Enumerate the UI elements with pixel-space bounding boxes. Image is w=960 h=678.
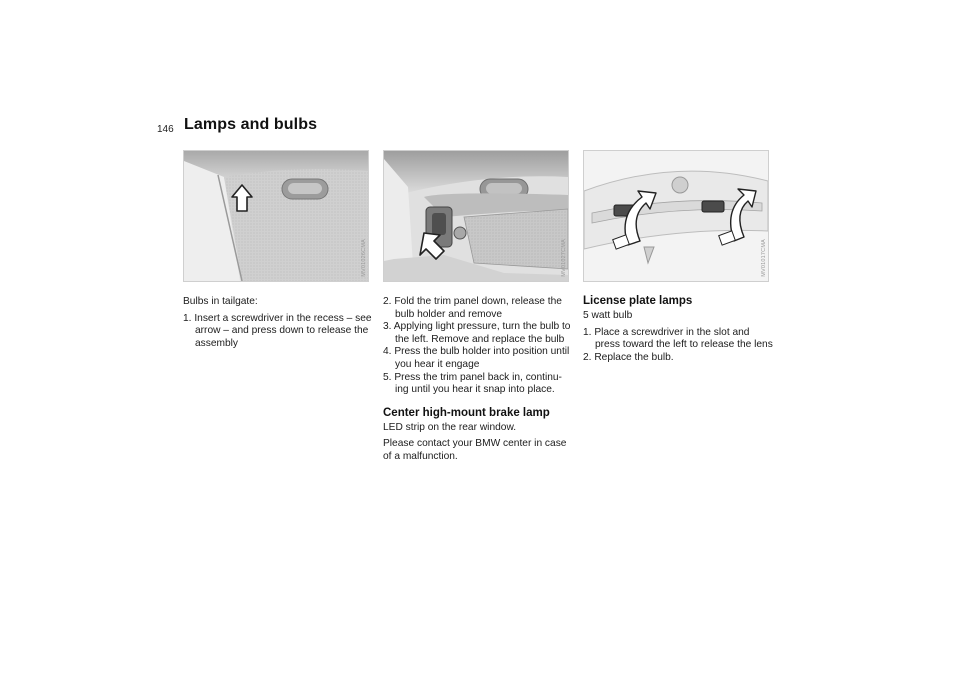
step-item: 1. Insert a screwdriver in the recess – see arrow – and press down to release the assembly (183, 312, 372, 349)
step-item: 5. Press the trim panel back in, continu-ing until you hear it snap into place. (383, 371, 562, 396)
figure-code: MV01017CMA (761, 239, 767, 277)
step-item: 2. Fold the trim panel down, release the bulb holder and remove (383, 296, 562, 320)
brake-lamp-text: LED strip on the rear window. (383, 421, 517, 433)
figure-bulb-holder (383, 150, 569, 282)
step-list (383, 296, 573, 397)
tailgate-recess-illustration (184, 151, 368, 281)
figure-code: MV01027CMA (561, 239, 567, 277)
wattage-text: 5 watt bulb (583, 310, 633, 321)
column-steps-continued (383, 296, 573, 468)
page-title: Lamps and bulbs (184, 116, 318, 133)
step-list (583, 327, 773, 365)
page-number: 146 (157, 124, 174, 135)
column-tailgate-bulbs (183, 296, 373, 350)
step-list (183, 313, 373, 351)
step-item: 4. Press the bulb holder into position until you hear it engage (383, 346, 570, 370)
section-heading-license-plate: License plate lamps (583, 295, 693, 307)
figure-code: MV01026CMA (361, 239, 367, 277)
license-plate-lamp-illustration (584, 151, 768, 281)
section-heading-brake-lamp: Center high-mount brake lamp (383, 406, 550, 419)
step-item: 1. Place a screwdriver in the slot and press toward the left to release the lens (583, 326, 773, 351)
intro-text: Bulbs in tailgate: (183, 296, 258, 307)
column-license-plate-lamps (583, 296, 773, 364)
step-item: 3. Applying light pressure, turn the bulb to the left. Remove and replace the bulb (383, 321, 571, 345)
step-item: 2. Replace the bulb. (583, 351, 674, 363)
brake-lamp-contact-text: Please contact your BMW center in case of a malfunction. (383, 438, 567, 462)
figure-license-plate-lamps (583, 150, 769, 282)
figure-tailgate-recess (183, 150, 369, 282)
bulb-holder-illustration (384, 151, 568, 281)
